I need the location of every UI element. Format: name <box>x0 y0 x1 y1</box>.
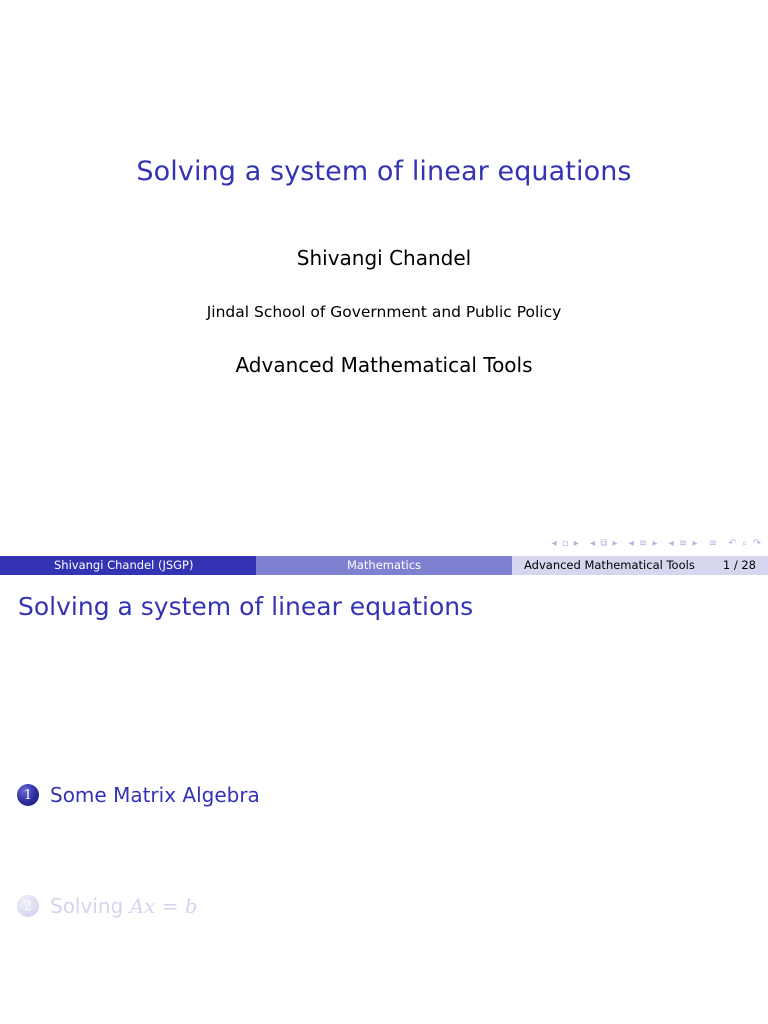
toc-item-label-math: Ax = b <box>129 894 198 918</box>
nav-search-icon[interactable]: ↶ ⌕ ↷ <box>728 538 762 549</box>
footer-author: Shivangi Chandel (JSGP) <box>0 556 256 575</box>
institute-name: Jindal School of Government and Public Policy <box>206 303 562 321</box>
author-name: Shivangi Chandel <box>296 246 472 270</box>
frame-title: Solving a system of linear equations <box>18 592 474 621</box>
footer-page-number: 1 / 28 <box>722 558 756 572</box>
outline-slide <box>0 576 768 1024</box>
toc-item-matrix-algebra[interactable] <box>17 783 260 807</box>
course-name: Advanced Mathematical Tools <box>235 353 533 377</box>
presentation-title: Solving a system of linear equations <box>136 156 632 187</box>
nav-align-icon[interactable]: ≡ <box>708 538 719 549</box>
beamer-navigation <box>546 538 762 549</box>
nav-doc-icon[interactable]: ◂ ≡ ▸ <box>668 538 699 549</box>
toc-item-label: Some Matrix Algebra <box>50 783 260 807</box>
footer-course: Advanced Mathematical Tools <box>524 558 695 572</box>
footer-subject: Mathematics <box>256 556 512 575</box>
nav-frame-icon[interactable]: ◂ ▫ ▸ <box>551 538 580 549</box>
nav-subsection-icon[interactable]: ◂ ⧉ ▸ <box>590 538 619 549</box>
nav-section-icon[interactable]: ◂ ≡ ▸ <box>628 538 659 549</box>
section-number-ball-icon: 1 <box>17 784 39 806</box>
footer-course-page <box>512 556 768 575</box>
section-number-ball-icon: 2 <box>17 895 39 917</box>
toc-item-solving-ax-b[interactable] <box>17 894 198 918</box>
footer-bar <box>0 556 768 575</box>
toc-item-label-prefix: Solving <box>50 894 130 918</box>
